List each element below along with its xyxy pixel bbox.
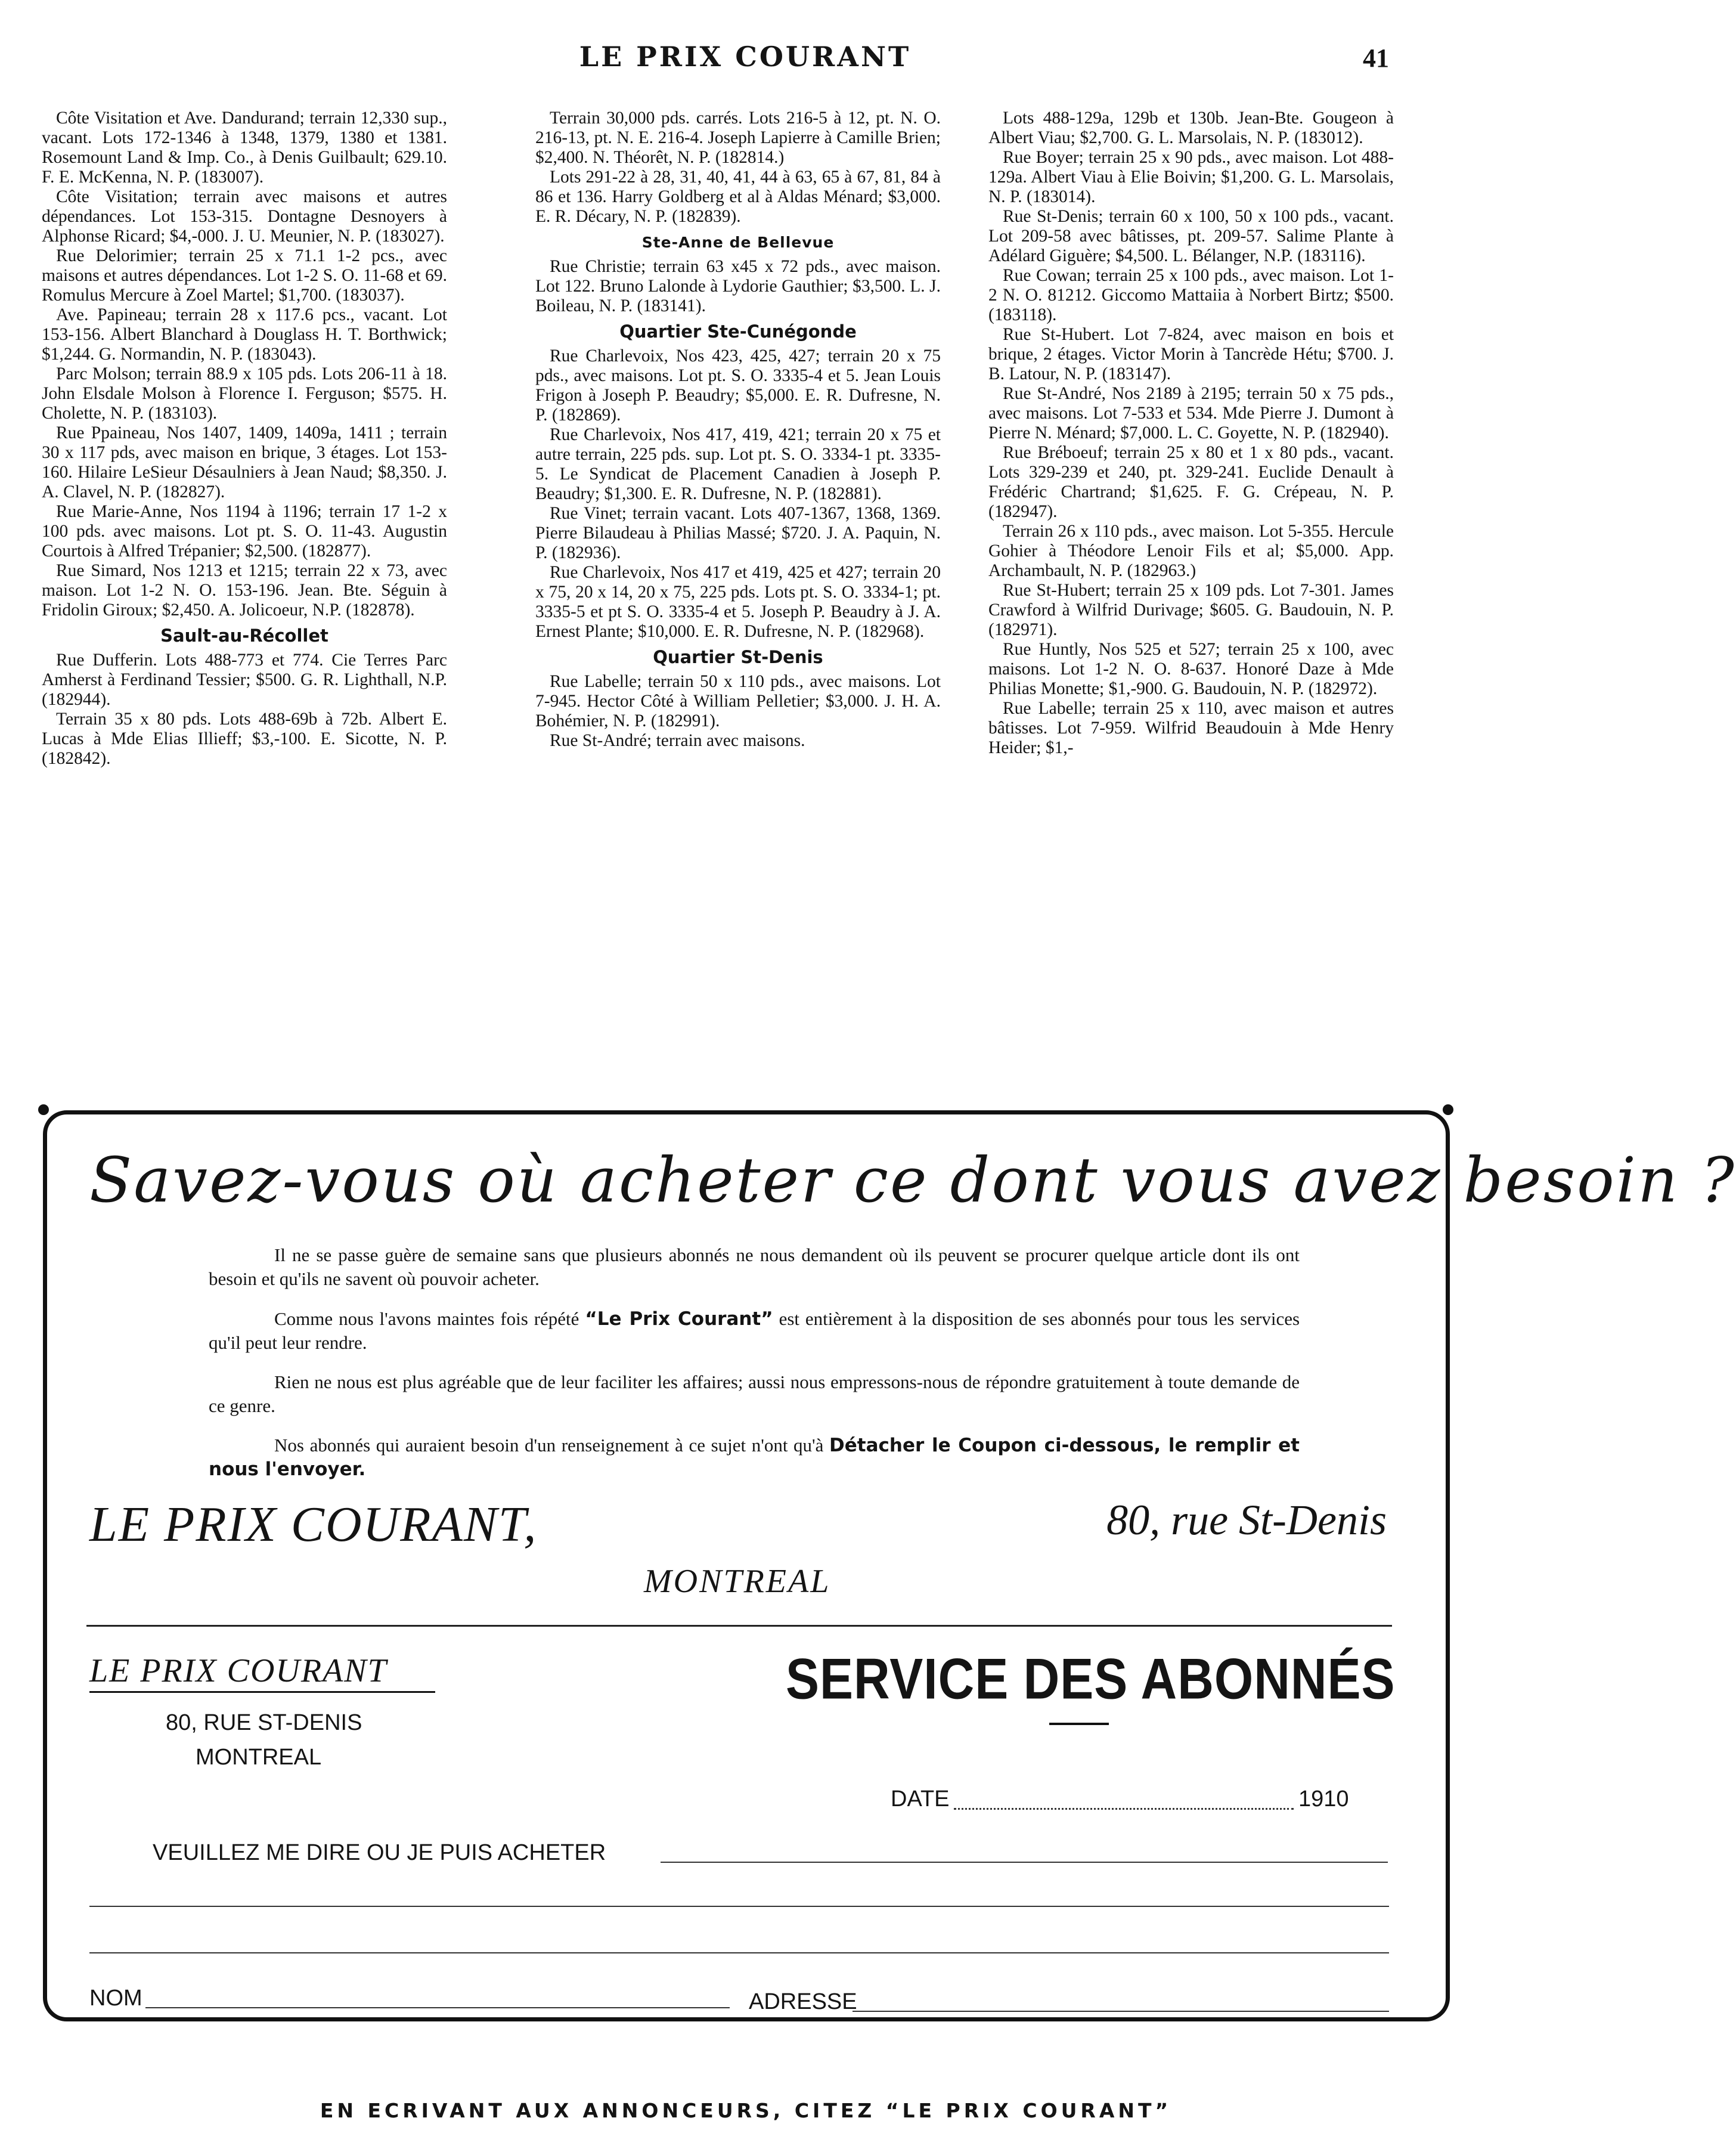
coupon-name-underline: [89, 1691, 435, 1693]
coupon-publication-name: LE PRIX COURANT: [89, 1652, 388, 1689]
ad-paragraph-2-quote: “Le Prix Courant”: [585, 1308, 773, 1330]
listing-entry: Rue Vinet; terrain vacant. Lots 407-1367, 1368, 1369. Pierre Bilaudeau à Philias Massé; $720. J. A. Paquin, N. P. (182936).: [535, 504, 941, 562]
listing-entry: Parc Molson; terrain 88.9 x 105 pds. Lots 206-11 à 18. John Elsdale Molson à Florence I. Ferguson; $575. H. Cholette, N. P. (183103).: [42, 364, 447, 423]
listing-entry: Ave. Papineau; terrain 28 x 117.6 pcs., vacant. Lot 153-156. Albert Blanchard à Douglass H. T. Borthwick; $1,244. G. Normandin, N. P. (183043).: [42, 305, 447, 364]
listing-entry: Rue Marie-Anne, Nos 1194 à 1196; terrain 17 1-2 x 100 pds. avec maisons. Lot pt. S. O. 11-43. Augustin Courtois à Alfred Trépanier; $2,500. (182877).: [42, 502, 447, 561]
section-heading: Quartier St-Denis: [653, 647, 823, 667]
listing-entry: Rue Huntly, Nos 525 et 527; terrain 25 x 100, avec maisons. Lot 1-2 N. O. 8-637. Honoré Daze à Mde Philias Monette; $1,-900. G. Baudouin, N. P. (182972).: [988, 640, 1394, 698]
nom-field[interactable]: [145, 2007, 730, 2008]
listing-entry: Côte Visitation et Ave. Dandurand; terrain 12,330 sup., vacant. Lots 172-1346 à 1348, 1379, 1380 et 1381. Rosemount Land & Imp. Co., à Denis Guilbault; 629.10. F. E. McKenna, N. P. (183007).: [42, 109, 447, 187]
frame-corner-ornament: [1443, 1104, 1453, 1115]
listing-entry: Rue St-André, Nos 2189 à 2195; terrain 50 x 75 pds., avec maisons. Lot 7-533 et 534. Mde Pierre J. Dumont à Pierre N. Ménard; $7,000. L. C. Goyette, N. P. (182940).: [988, 384, 1394, 442]
listing-entry: Terrain 26 x 110 pds., avec maison. Lot 5-355. Hercule Gohier à Théodore Lenoir Fils et al; $5,000. App. Archambault, N. P. (182963.): [988, 522, 1394, 580]
listing-entry: Rue Bréboeuf; terrain 25 x 80 et 1 x 80 pds., vacant. Lots 329-239 et 240, pt. 329-241. Euclide Denault à Frédéric Chartrand; $1,625. F. G. Crépeau, N. P. (182947).: [988, 443, 1394, 521]
request-field-line-2[interactable]: [89, 1906, 1389, 1907]
listing-entry: Rue St-Hubert; terrain 25 x 109 pds. Lot 7-301. James Crawford à Wilfrid Durivage; $605. G. Baudouin, N. P. (182971).: [988, 581, 1394, 639]
listing-entry: Rue St-Denis; terrain 60 x 100, 50 x 100 pds., vacant. Lot 209-58 avec bâtisses, pt. 209-57. Salime Plante à Adélard Giguère; $4,500. L. Bélanger, N.P. (183116).: [988, 207, 1394, 265]
listing-entry: Rue Charlevoix, Nos 417 et 419, 425 et 427; terrain 20 x 75, 20 x 14, 20 x 75, 225 pds. Lots pt. S. O. 3334-1; pt. 3335-5 et pt S. O. 3335-4 et 5. Joseph P. Beaudry à J. A. Ernest Plante; $10,000. E. R. Dufresne, N. P. (182968).: [535, 563, 941, 641]
frame-corner-ornament: [38, 1104, 49, 1115]
coupon-service-title: SERVICE DES ABONNÉS: [786, 1646, 1396, 1711]
section-heading: Sault-au-Récollet: [160, 626, 328, 646]
listing-entry: Rue Cowan; terrain 25 x 100 pds., avec maison. Lot 1-2 N. O. 81212. Giccomo Mattaiia à Norbert Birtz; $500. (183118).: [988, 266, 1394, 324]
request-label: VEUILLEZ ME DIRE OU JE PUIS ACHETER: [153, 1840, 606, 1865]
listing-entry: Rue Dufferin. Lots 488-773 et 774. Cie Terres Parc Amherst à Ferdinand Tessier; $500. G. R. Lighthall, N.P. (182944).: [42, 651, 447, 709]
ad-paragraph-1: Il ne se passe guère de semaine sans que plusieurs abonnés ne nous demandent où ils peuvent se procurer quelque article dont ils ont besoin et qu'ils ne savent où pouvoir acheter.: [209, 1244, 1300, 1289]
listing-entry: Côte Visitation; terrain avec maisons et autres dépendances. Lot 153-315. Dontagne Desnoyers à Alphonse Ricard; $4,-000. J. U. Meunier, N. P. (183027).: [42, 187, 447, 246]
ad-paragraph-4: [209, 1433, 1300, 1481]
adresse-label: ADRESSE: [749, 1989, 857, 2014]
listing-entry: Rue Charlevoix, Nos 417, 419, 421; terrain 20 x 75 et autre terrain, 225 pds. sup. Lot pt. S. O. 3334-1 pt. 3335-5. Le Syndicat de Placement Canadien à Joseph P. Beaudry; $1,300. E. R. Dufresne, N. P. (182881).: [535, 425, 941, 503]
listing-column-3: [988, 109, 1394, 1080]
listing-entry: Rue Boyer; terrain 25 x 90 pds., avec maison. Lot 488-129a. Albert Viau à Elie Boivin; $1,200. G. L. Marsolais, N. P. (183014).: [988, 148, 1394, 206]
coupon-cut-line: [86, 1625, 1392, 1627]
page-number: 41: [1363, 44, 1389, 73]
listing-entry: Terrain 35 x 80 pds. Lots 488-69b à 72b. Albert E. Lucas à Mde Elias Illieff; $3,-100. E. Sicotte, N. P. (182842).: [42, 710, 447, 768]
section-heading: Ste-Anne de Bellevue: [641, 234, 835, 251]
ad-paragraph-4-text: Nos abonnés qui auraient besoin d'un renseignement à ce sujet n'ont qu'à: [274, 1435, 824, 1456]
request-field-line-3[interactable]: [89, 1952, 1389, 1953]
ad-paragraph-3: Rien ne nous est plus agréable que de leur faciliter les affaires; aussi nous empressons-nous de répondre gratuitement à toute demande de ce genre.: [209, 1371, 1300, 1416]
ad-paragraph-2: [209, 1307, 1300, 1355]
listing-entry: Rue Christie; terrain 63 x45 x 72 pds., avec maison. Lot 122. Bruno Lalonde à Lydorie Gauthier; $3,500. L. J. Boileau, N. P. (183141).: [535, 257, 941, 315]
listing-entry: Rue Labelle; terrain 50 x 110 pds., avec maisons. Lot 7-945. Hector Côté à William Pelletier; $3,000. J. H. A. Bohémier, N. P. (182991).: [535, 672, 941, 730]
ad-city: MONTREAL: [644, 1563, 831, 1600]
section-heading: Quartier Ste-Cunégonde: [619, 321, 857, 342]
listing-column-1: [42, 109, 447, 1080]
ad-paragraph-2-text-b: est entièrement à la disposition de ses abonnés pour tous les services qu'il peut leur rendre.: [209, 1308, 1300, 1353]
listing-entry: Rue Charlevoix, Nos 423, 425, 427; terrain 20 x 75 pds., avec maisons. Lot pt. S. O. 3335-4 et 5. Jean Louis Frigon à Joseph P. Beaudry; $5,000. E. R. Dufresne, N. P. (182869).: [535, 346, 941, 425]
listing-entry: Rue St-Hubert. Lot 7-824, avec maison en bois et brique, 2 étages. Victor Morin à Tancrède Hétu; $700. J. B. Latour, N. P. (183147).: [988, 325, 1394, 383]
date-field[interactable]: [954, 1808, 1294, 1810]
nom-label: NOM: [89, 1986, 142, 2011]
coupon-street: 80, RUE ST-DENIS: [166, 1710, 362, 1735]
coupon-city: MONTREAL: [196, 1745, 322, 1770]
ad-publication-name: LE PRIX COURANT,: [89, 1497, 538, 1552]
listing-entry: Lots 488-129a, 129b et 130b. Jean-Bte. Gougeon à Albert Viau; $2,700. G. L. Marsolais, N. P. (183012).: [988, 109, 1394, 147]
listing-entry: Rue Delorimier; terrain 25 x 71.1 1-2 pcs., avec maisons et autres dépendances. Lot 1-2 S. O. 11-68 et 69. Romulus Mercure à Zoel Martel; $1,700. (183037).: [42, 246, 447, 305]
listing-column-2: [535, 109, 941, 1080]
ad-headline: Savez-vous où acheter ce dont vous avez besoin ?: [89, 1144, 1736, 1216]
listing-entry: Terrain 30,000 pds. carrés. Lots 216-5 à 12, pt. N. O. 216-13, pt. N. E. 216-4. Joseph Lapierre à Camille Brien; $2,400. N. Théorêt, N. P. (182814.): [535, 109, 941, 167]
page-title: LE PRIX COURANT: [579, 41, 912, 73]
ad-paragraph-2-text-a: Comme nous l'avons maintes fois répété: [274, 1308, 579, 1329]
ad-address: 80, rue St-Denis: [1106, 1496, 1387, 1544]
listing-entry: Rue Simard, Nos 1213 et 1215; terrain 22 x 73, avec maison. Lot 1-2 N. O. 153-196. Jean. Bte. Séguin à Fridolin Giroux; $2,450. A. Jolicoeur, N.P. (182878).: [42, 561, 447, 620]
listing-entry: Lots 291-22 à 28, 31, 40, 41, 44 à 63, 65 à 67, 81, 84 à 86 et 136. Harry Goldberg et al à Aldas Ménard; $3,000. E. R. Décary, N. P. (182839).: [535, 168, 941, 226]
page-footer: EN ECRIVANT AUX ANNONCEURS, CITEZ “LE PRIX COURANT”: [320, 2099, 1172, 2122]
ad-paragraph-4-callout: Détacher le Coupon ci-dessous, le remplir et nous l'envoyer.: [209, 1435, 1300, 1480]
request-field-line-1[interactable]: [661, 1862, 1388, 1863]
service-title-dash: [1049, 1723, 1109, 1725]
date-label: DATE: [891, 1786, 950, 1812]
listing-entry: Rue Ppaineau, Nos 1407, 1409, 1409a, 1411 ; terrain 30 x 117 pds, avec maison en brique, 3 étages. Lot 153-160. Hilaire LeSieur Désaulniers à Jean Naud; $8,350. J. A. Clavel, N. P. (182827).: [42, 423, 447, 501]
listing-entry: Rue Labelle; terrain 25 x 110, avec maison et autres bâtisses. Lot 7-959. Wilfrid Beaudouin à Mde Henry Heider; $1,-: [988, 699, 1394, 757]
listing-entry: Rue St-André; terrain avec maisons.: [550, 731, 805, 750]
date-year: 1910: [1298, 1786, 1349, 1812]
adresse-field[interactable]: [852, 2011, 1389, 2012]
